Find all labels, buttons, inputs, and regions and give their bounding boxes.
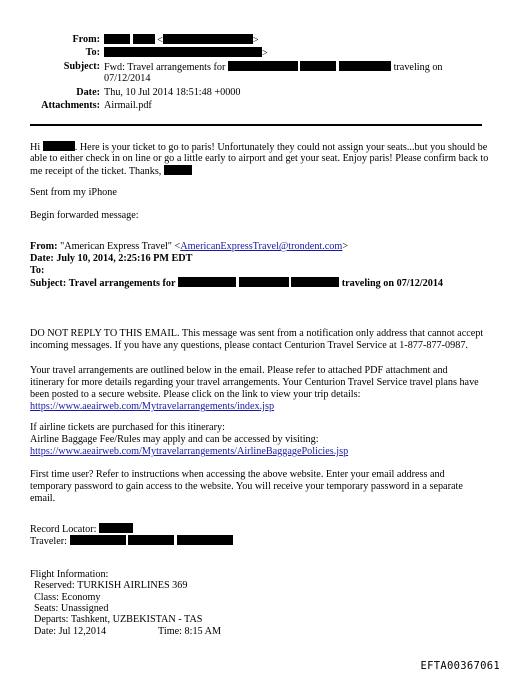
arrangements-link-row bbox=[30, 401, 274, 414]
date-value: Thu, 10 Jul 2014 18:51:48 +0000 bbox=[104, 87, 241, 98]
redaction bbox=[291, 277, 339, 287]
redaction bbox=[177, 535, 233, 545]
to-row bbox=[86, 47, 100, 60]
baggage-line-1: If airline tickets are purchased for this itinerary: bbox=[30, 422, 225, 433]
subject-label: Subject: bbox=[63, 61, 100, 72]
arrangements-line-3: been posted to a secure website. Please click on the link to view your trip details: bbox=[30, 389, 361, 400]
redaction bbox=[104, 47, 262, 57]
redaction bbox=[339, 61, 391, 71]
fwd-date-row bbox=[30, 253, 192, 266]
flight-class: Class: Economy bbox=[34, 592, 101, 603]
from-label: From: bbox=[72, 34, 100, 45]
redaction bbox=[99, 523, 133, 533]
subject-value bbox=[104, 61, 443, 75]
message-line-3: me receipt of the ticket. Thanks, bbox=[30, 165, 192, 179]
fwd-from-label: From: bbox=[30, 241, 58, 252]
baggage-link-row bbox=[30, 446, 348, 459]
to-label: To: bbox=[85, 47, 100, 58]
subject-date: 07/12/2014 bbox=[104, 73, 151, 84]
redaction bbox=[228, 61, 298, 71]
redaction bbox=[163, 34, 253, 44]
baggage-line-2: Airline Baggage Fee/Rules may apply and can be accessed by visiting: bbox=[30, 434, 319, 445]
baggage-policies-link[interactable]: https://www.aeairweb.com/Mytravelarrangements/AirlineBaggagePolicies.jsp bbox=[30, 446, 349, 457]
redaction bbox=[70, 535, 126, 545]
redaction bbox=[104, 34, 130, 44]
first-time-line-3: email. bbox=[30, 493, 56, 504]
greeting: Hi bbox=[30, 142, 41, 153]
attachments-row-label bbox=[41, 100, 100, 113]
traveler-label: Traveler: bbox=[30, 536, 67, 547]
document-stamp: EFTA00367061 bbox=[420, 660, 500, 672]
subject-row-label bbox=[64, 61, 100, 74]
fwd-subject-label: Subject: bbox=[30, 278, 67, 289]
forward-note: Begin forwarded message: bbox=[30, 210, 139, 221]
flight-departs: Departs: Tashkent, UZBEKISTAN - TAS bbox=[34, 614, 203, 625]
from-value: < > bbox=[104, 34, 259, 48]
fwd-to-label: To: bbox=[30, 265, 45, 276]
arrangements-line-1: Your travel arrangements are outlined below in the email. Please refer to attached PDF attachment and bbox=[30, 365, 448, 376]
attachment-link[interactable] bbox=[104, 100, 152, 113]
subject-suffix: traveling on bbox=[393, 62, 443, 73]
redaction bbox=[164, 165, 192, 175]
flight-title: Flight Information: bbox=[30, 569, 109, 580]
subject-prefix: Fwd: Travel arrangements for bbox=[104, 62, 226, 73]
redaction bbox=[300, 61, 336, 71]
first-time-line-1: First time user? Refer to instructions when accessing the above website. Enter your email address and bbox=[30, 469, 445, 480]
fwd-date-value: July 10, 2014, 2:25:16 PM EDT bbox=[56, 253, 193, 264]
fwd-date-label: Date: bbox=[30, 253, 54, 264]
flight-seats: Seats: Unassigned bbox=[34, 603, 109, 614]
fwd-subject-row: Subject: Travel arrangements for traveling on 07/12/2014 bbox=[30, 278, 444, 289]
traveler-row bbox=[30, 535, 233, 549]
redaction bbox=[133, 34, 155, 44]
redaction bbox=[43, 141, 75, 151]
signature: Sent from my iPhone bbox=[30, 187, 117, 198]
notice-line-2: incoming messages. If you have any questions, please contact Centurion Travel Service at 1-877-877-0987. bbox=[30, 340, 468, 351]
flight-date: Date: Jul 12,2014 bbox=[34, 626, 107, 637]
fwd-from-email-link[interactable]: AmericanExpressTravel@trondent.com bbox=[180, 241, 343, 252]
notice-line-1: DO NOT REPLY TO THIS EMAIL. This message was sent from a notification only address that cannot accept bbox=[30, 328, 484, 339]
fwd-from-row: From: "American Express Travel" <AmericanExpressTravel@trondent.com> bbox=[30, 241, 349, 252]
redaction bbox=[178, 277, 236, 287]
date-row-label bbox=[76, 87, 100, 100]
from-row bbox=[72, 34, 100, 47]
message-line-1: Hi . Here is your ticket to go to paris! Unfortunately they could not assign your seats...but you should be bbox=[30, 142, 488, 153]
fwd-to-row bbox=[30, 265, 44, 278]
redaction bbox=[128, 535, 174, 545]
flight-time: Time: 8:15 AM bbox=[158, 626, 222, 637]
record-locator-label: Record Locator: bbox=[30, 524, 97, 535]
header-divider bbox=[30, 124, 482, 126]
flight-reserved: Reserved: TURKISH AIRLINES 369 bbox=[34, 580, 188, 591]
to-value: > bbox=[104, 47, 268, 61]
attachment-filename: Airmail.pdf bbox=[104, 100, 152, 111]
arrangements-line-2: itinerary for more details regarding your travel arrangements. Your Centurion Travel Service travel plans have bbox=[30, 377, 479, 388]
trip-details-link[interactable]: https://www.aeairweb.com/Mytravelarrangements/index.jsp bbox=[30, 401, 275, 412]
date-label: Date: bbox=[76, 87, 100, 98]
redaction bbox=[239, 277, 289, 287]
first-time-line-2: temporary password to gain access to the website. You will receive your temporary password in a separate bbox=[30, 481, 463, 492]
attachments-label: Attachments: bbox=[41, 100, 100, 111]
message-line-2: able to either check in on line or go a little early to airport and get your seat. Enjoy paris! Please confirm back to bbox=[30, 153, 489, 164]
